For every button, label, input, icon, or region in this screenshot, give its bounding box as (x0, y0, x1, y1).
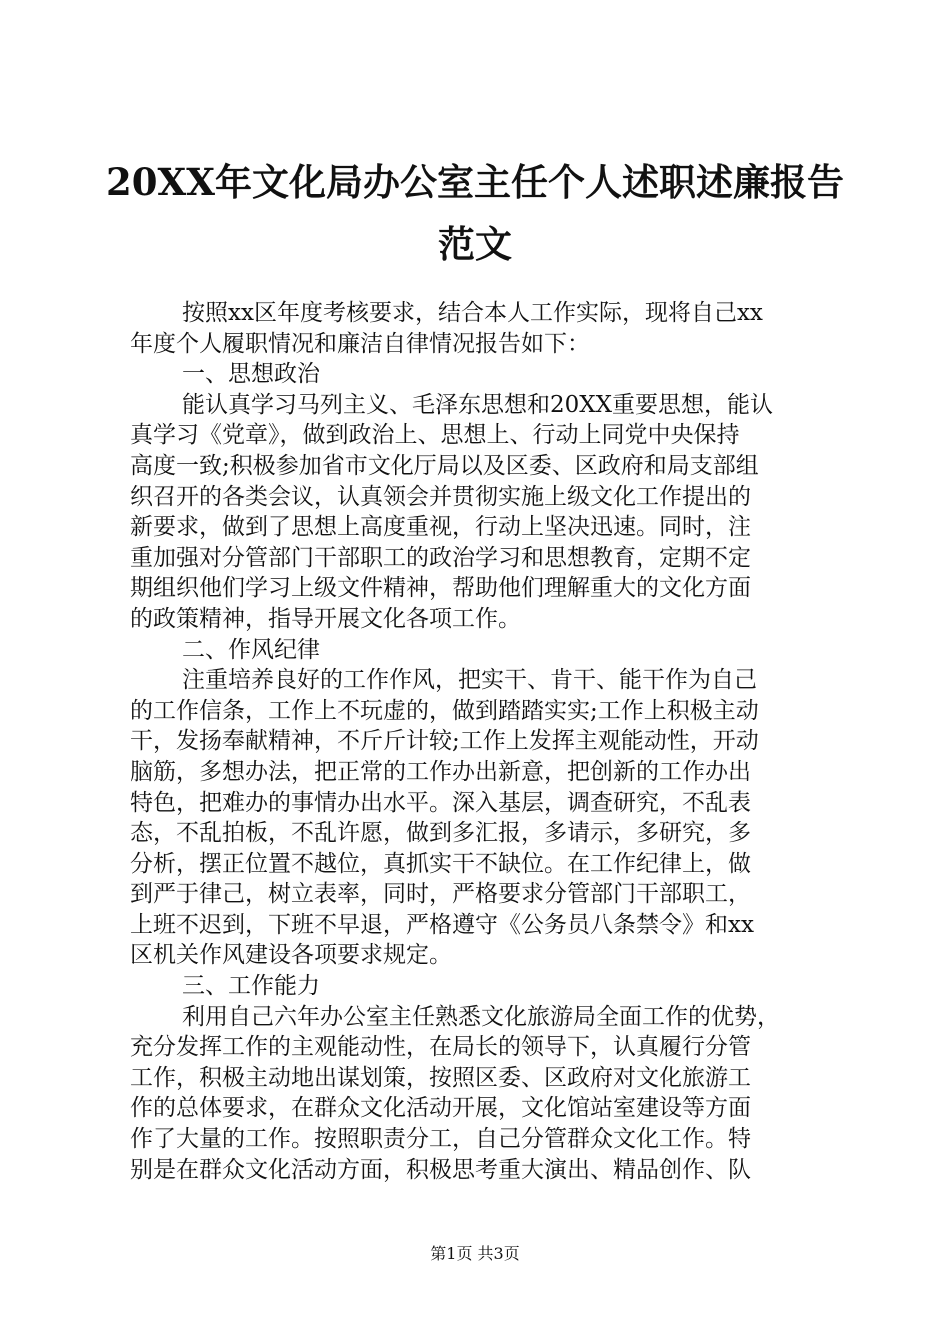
text-line: 利用自己六年办公室主任熟悉文化旅游局全面工作的优势， (182, 1003, 780, 1030)
document-title-continued: 范文 (438, 222, 512, 266)
text-line: 区机关作风建设各项要求规定。 (130, 942, 452, 969)
text-line: 分析，摆正位置不越位，真抓实干不缺位。在工作纪律上，做 (130, 850, 751, 877)
text-line: 二、作风纪律 (182, 636, 320, 663)
text-line: 上班不迟到，下班不早退，严格遵守《公务员八条禁令》和xx (130, 911, 754, 938)
text-line: 作的总体要求，在群众文化活动开展，文化馆站室建设等方面 (130, 1095, 751, 1122)
document-title: 20XX年文化局办公室主任个人述职述廉报告 (106, 160, 844, 204)
text-line: 干，发扬奉献精神，不斤斤计较;工作上发挥主观能动性，开动 (130, 728, 759, 755)
text-line: 重加强对分管部门干部职工的政治学习和思想教育，定期不定 (130, 544, 751, 571)
text-line: 态，不乱拍板，不乱许愿，做到多汇报，多请示，多研究，多 (130, 820, 751, 847)
text-line: 高度一致;积极参加省市文化厅局以及区委、区政府和局支部组 (130, 452, 759, 479)
document-body (130, 298, 830, 1185)
text-line: 作了大量的工作。按照职责分工，自己分管群众文化工作。特 (130, 1126, 751, 1153)
text-line: 三、工作能力 (182, 973, 320, 1000)
text-line: 脑筋，多想办法，把正常的工作办出新意，把创新的工作办出 (130, 758, 751, 785)
text-line: 新要求，做到了思想上高度重视，行动上坚决迅速。同时，注 (130, 514, 751, 541)
page-footer: 第1页 共3页 (430, 1244, 520, 1263)
text-line: 真学习《党章》，做到政治上、思想上、行动上同党中央保持 (130, 422, 740, 449)
text-line: 别是在群众文化活动方面，积极思考重大演出、精品创作、队 (130, 1156, 751, 1183)
text-line: 的政策精神，指导开展文化各项工作。 (130, 605, 521, 632)
text-line: 能认真学习马列主义、毛泽东思想和20XX重要思想，能认 (182, 391, 774, 418)
text-line: 充分发挥工作的主观能动性，在局长的领导下，认真履行分管 (130, 1034, 751, 1061)
text-line: 注重培养良好的工作作风，把实干、肯干、能干作为自己 (182, 667, 757, 694)
text-line: 按照xx区年度考核要求，结合本人工作实际，现将自己xx (182, 300, 763, 326)
text-line: 年度个人履职情况和廉洁自律情况报告如下： (130, 330, 590, 357)
text-line: 到严于律己，树立表率，同时，严格要求分管部门干部职工， (130, 881, 751, 908)
text-line: 工作，积极主动地出谋划策，按照区委、区政府对文化旅游工 (130, 1064, 751, 1091)
text-line: 一、思想政治 (182, 361, 320, 388)
text-line: 特色，把难办的事情办出水平。深入基层，调查研究，不乱表 (130, 789, 751, 816)
text-line: 织召开的各类会议，认真领会并贯彻实施上级文化工作提出的 (130, 483, 751, 510)
text-line: 的工作信条，工作上不玩虚的，做到踏踏实实;工作上积极主动 (130, 697, 759, 724)
text-line: 期组织他们学习上级文件精神，帮助他们理解重大的文化方面 (130, 575, 751, 602)
